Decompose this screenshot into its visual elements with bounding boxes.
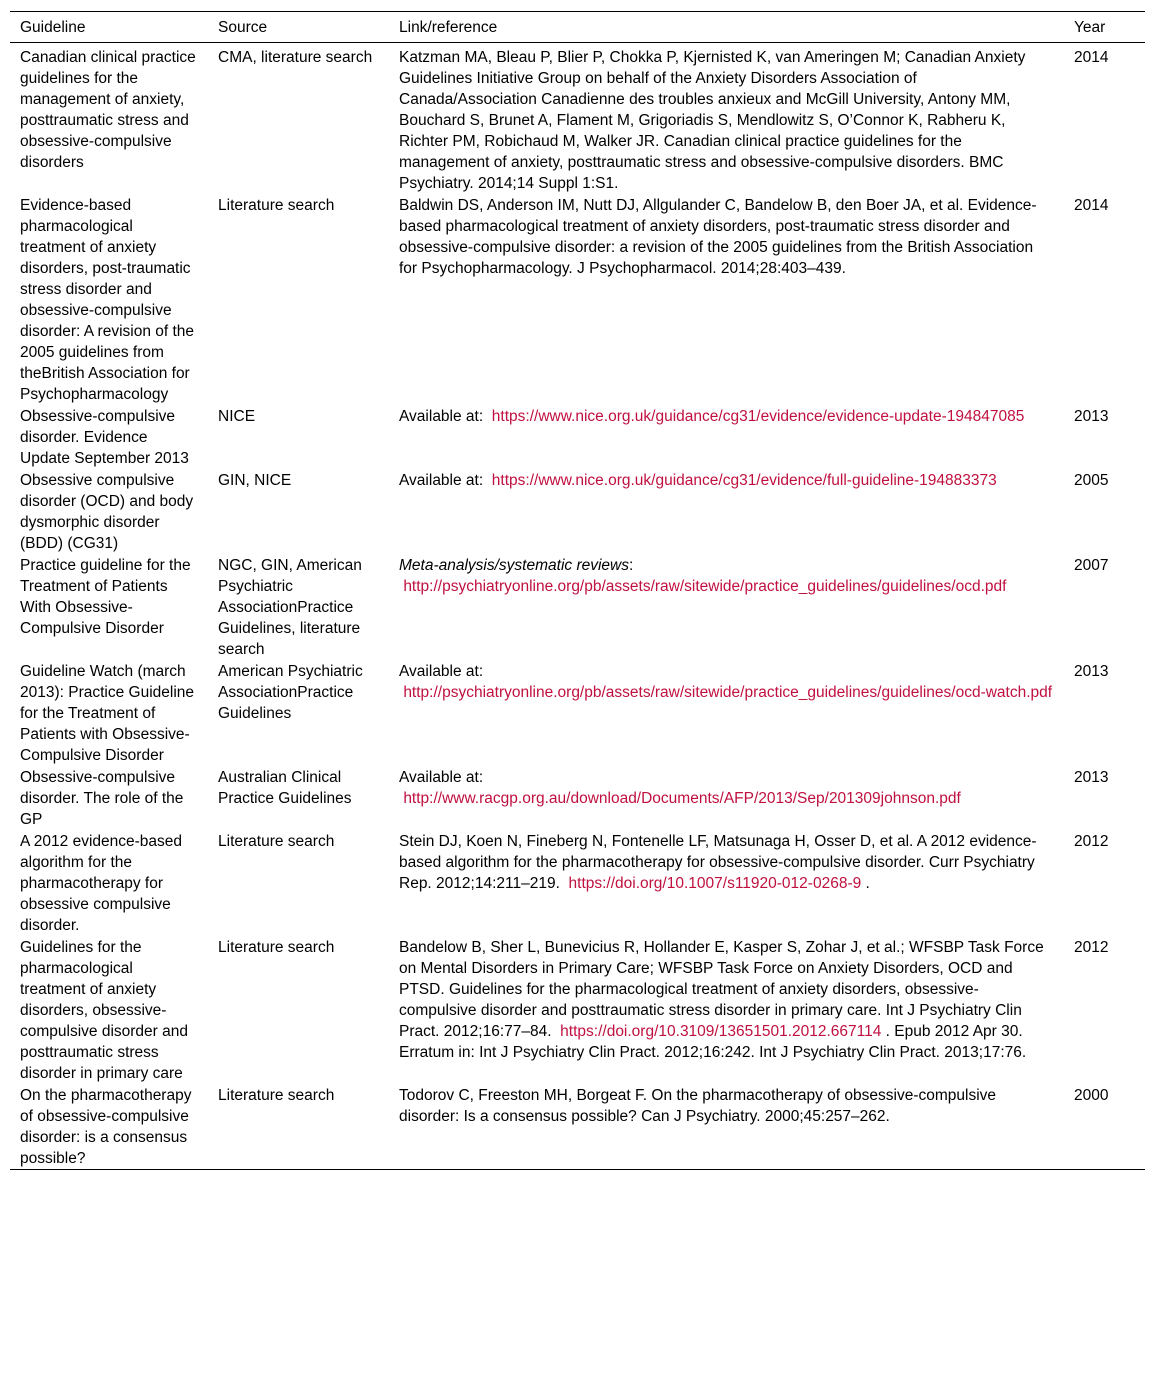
source-cell: Literature search: [218, 197, 335, 214]
reference-link[interactable]: http://psychiatryonline.org/pb/assets/raw/sitewide/practice_guidelines/guidelines/ocd-watch.pdf: [403, 684, 1053, 701]
reference-cell: [389, 936, 1064, 1084]
source-cell: Literature search: [218, 1087, 335, 1104]
guideline-cell: Canadian clinical practice guidelines for the management of anxiety, posttraumatic stress and obsessive-compulsive disorders: [20, 49, 196, 171]
reference-text: Baldwin DS, Anderson IM, Nutt DJ, Allgulander C, Bandelow B, den Boer JA, et al. Evidence-based pharmacological treatment of anxiety disorders, post-traumatic stress disorder and obsessive-compulsive disorder: a revision of the 2005 guidelines from the British Association for Psychopharmacology. J Psychopharmacol. 2014;28:403–439.: [399, 197, 1037, 277]
reference-text-after: .: [865, 875, 870, 892]
reference-italic-label: Meta-analysis/systematic reviews: [399, 557, 629, 574]
source-cell: NICE: [218, 408, 256, 425]
reference-cell: [389, 194, 1064, 405]
header-year: Year: [1074, 19, 1106, 36]
year-cell: 2012: [1074, 833, 1109, 850]
reference-text: Stein DJ, Koen N, Fineberg N, Fontenelle LF, Matsunaga H, Osser D, et al. A 2012 evidence-based algorithm for the pharmacotherapy for obsessive-compulsive disorder. Curr Psychiatry Rep. 2012;14:211–219.: [399, 833, 1037, 892]
header-guideline: Guideline: [20, 19, 86, 36]
table-row: [10, 554, 1145, 660]
guidelines-table: [10, 11, 1145, 1170]
guidelines-table-container: [10, 11, 1145, 1170]
guideline-cell: On the pharmacotherapy of obsessive-compulsive disorder: is a consensus possible?: [20, 1087, 192, 1167]
guideline-cell: Practice guideline for the Treatment of Patients With Obsessive-Compulsive Disorder: [20, 557, 191, 637]
table-row: [10, 936, 1145, 1084]
reference-text-after: . Epub 2012 Apr 30. Erratum in: Int J Psychiatry Clin Pract. 2012;16:242. Int J Psychiatry Clin Pract. 2013;17:76.: [399, 1023, 1027, 1061]
year-cell: 2000: [1074, 1087, 1109, 1104]
reference-cell: [389, 554, 1064, 660]
year-cell: 2014: [1074, 197, 1109, 214]
table-row: [10, 830, 1145, 936]
reference-text: Available at:: [399, 769, 484, 786]
guideline-cell: Obsessive-compulsive disorder. The role of the GP: [20, 769, 184, 828]
year-cell: 2012: [1074, 939, 1109, 956]
source-cell: Literature search: [218, 939, 335, 956]
reference-text: :: [628, 557, 634, 574]
reference-link[interactable]: http://psychiatryonline.org/pb/assets/raw/sitewide/practice_guidelines/guidelines/ocd.pdf: [403, 578, 1007, 595]
source-cell: NGC, GIN, American Psychiatric AssociationPractice Guidelines, literature search: [218, 557, 362, 658]
table-row: [10, 660, 1145, 766]
year-cell: 2005: [1074, 472, 1109, 489]
reference-link[interactable]: https://doi.org/10.3109/13651501.2012.667114: [560, 1023, 882, 1040]
source-cell: Literature search: [218, 833, 335, 850]
year-cell: 2013: [1074, 663, 1109, 680]
source-cell: CMA, literature search: [218, 49, 373, 66]
table-row: [10, 405, 1145, 469]
reference-text: Todorov C, Freeston MH, Borgeat F. On the pharmacotherapy of obsessive-compulsive disorder: Is a consensus possible? Can J Psychiatry. 2000;45:257–262.: [399, 1087, 997, 1125]
reference-link[interactable]: https://doi.org/10.1007/s11920-012-0268-9: [568, 875, 862, 892]
guideline-cell: Obsessive compulsive disorder (OCD) and body dysmorphic disorder (BDD) (CG31): [20, 472, 194, 552]
reference-cell: [389, 405, 1064, 469]
year-cell: 2014: [1074, 49, 1109, 66]
header-link-reference: Link/reference: [399, 19, 498, 36]
table-row: [10, 194, 1145, 405]
reference-cell: [389, 43, 1064, 195]
table-row: [10, 766, 1145, 830]
reference-cell: [389, 660, 1064, 766]
guideline-cell: Guideline Watch (march 2013): Practice Guideline for the Treatment of Patients with Obsessive-Compulsive Disorder: [20, 663, 195, 764]
year-cell: 2007: [1074, 557, 1109, 574]
reference-link[interactable]: https://www.nice.org.uk/guidance/cg31/evidence/evidence-update-194847085: [491, 408, 1025, 425]
year-cell: 2013: [1074, 408, 1109, 425]
reference-cell: [389, 469, 1064, 554]
table-row: [10, 469, 1145, 554]
source-cell: GIN, NICE: [218, 472, 292, 489]
reference-cell: [389, 766, 1064, 830]
reference-text: Available at:: [399, 472, 484, 489]
reference-text: Bandelow B, Sher L, Bunevicius R, Hollander E, Kasper S, Zohar J, et al.; WFSBP Task Force on Mental Disorders in Primary Care; WFSBP Task Force on Anxiety Disorders, OCD and PTSD. Guidelines for the pharmacological treatment of anxiety disorders, obsessive-compulsive disorder and posttraumatic stress disorder in primary care. Int J Psychiatry Clin Pract. 2012;16:77–84.: [399, 939, 1044, 1040]
guideline-cell: Evidence-based pharmacological treatment of anxiety disorders, post-traumatic stress disorder and obsessive-compulsive disorder: A revision of the 2005 guidelines from theBritish Association for Psychopharmacology: [20, 197, 195, 403]
reference-cell: [389, 830, 1064, 936]
table-row: [10, 43, 1145, 195]
source-cell: American Psychiatric AssociationPractice Guidelines: [218, 663, 363, 722]
reference-link[interactable]: https://www.nice.org.uk/guidance/cg31/evidence/full-guideline-194883373: [491, 472, 997, 489]
year-cell: 2013: [1074, 769, 1109, 786]
table-header-row: [10, 12, 1145, 43]
guideline-cell: Guidelines for the pharmacological treatment of anxiety disorders, obsessive-compulsive disorder and posttraumatic stress disorder in primary care: [20, 939, 189, 1082]
reference-link[interactable]: http://www.racgp.org.au/download/Documents/AFP/2013/Sep/201309johnson.pdf: [403, 790, 961, 807]
header-source: Source: [218, 19, 268, 36]
table-row: [10, 1084, 1145, 1170]
reference-text: Available at:: [399, 408, 484, 425]
guideline-cell: A 2012 evidence-based algorithm for the pharmacotherapy for obsessive compulsive disorder.: [20, 833, 183, 934]
guideline-cell: Obsessive-compulsive disorder. Evidence Update September 2013: [20, 408, 189, 467]
reference-cell: [389, 1084, 1064, 1170]
reference-text: Katzman MA, Bleau P, Blier P, Chokka P, Kjernisted K, van Ameringen M; Canadian Anxiety Guidelines Initiative Group on behalf of the Anxiety Disorders Association of Canada/Association Canadienne des troubles anxieux and McGill University, Antony MM, Bouchard S, Brunet A, Flament M, Grigoriadis S, Mendlowitz S, O’Connor K, Rabheru K, Richter PM, Robichaud M, Walker JR. Canadian clinical practice guidelines for the management of anxiety, posttraumatic stress and obsessive-compulsive disorders. BMC Psychiatry. 2014;14 Suppl 1:S1.: [399, 49, 1026, 192]
reference-text: Available at:: [399, 663, 484, 680]
source-cell: Australian Clinical Practice Guidelines: [218, 769, 352, 807]
